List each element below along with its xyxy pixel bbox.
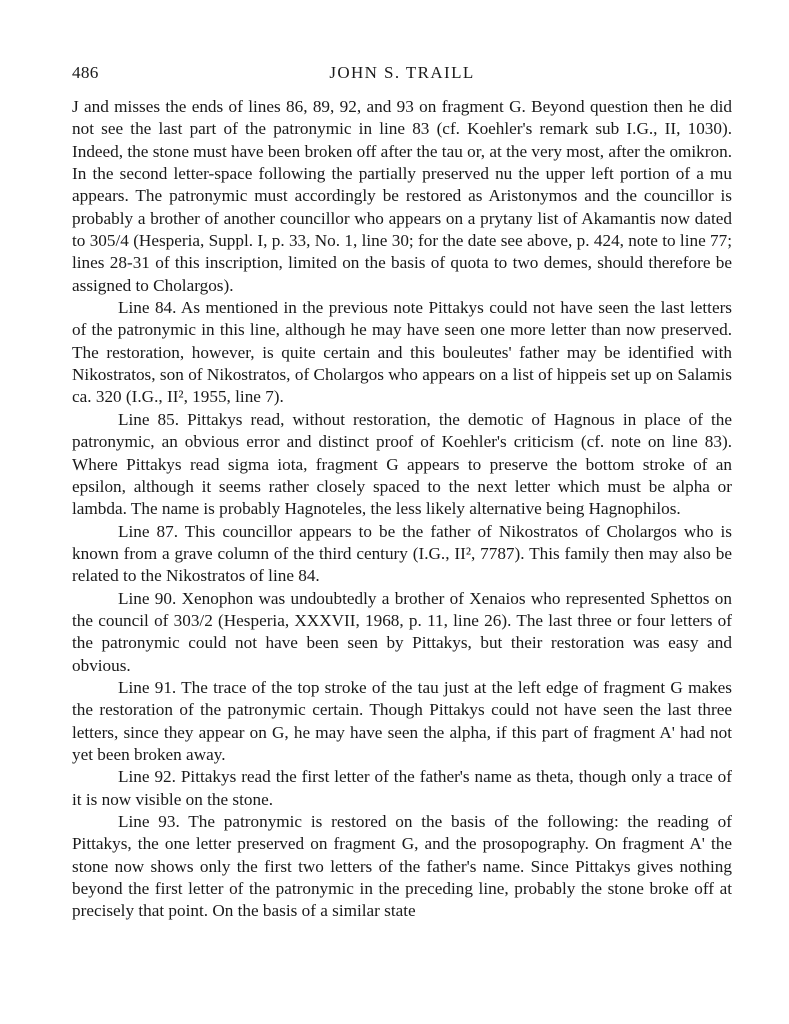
paragraph-line-92: Line 92. Pittakys read the first letter of the father's name as theta, though only a trace of it is now visible on the stone. <box>72 767 732 809</box>
paragraph-line-83-continued: J and misses the ends of lines 86, 89, 92, and 93 on fragment G. Beyond question then he did not see the last part of the patronymic in line 83 (cf. Koehler's remark sub I.G., II, 1030). Indeed, the stone must have been broken off after the tau or, at the very most, after the omikron. In the second letter-space following the partially preserved nu the upper left portion of a mu appears. The patronymic must accordingly be restored as Aristonymos and the councillor is probably a brother of another councillor who appears on a prytany list of Akamantis now dated to 305/4 (Hesperia, Suppl. I, p. 33, No. 1, line 30; for the date see above, p. 424, note to line 77; lines 28-31 of this inscription, limited on the basis of quota to two demes, should therefore be assigned to Cholargos). <box>72 97 732 295</box>
page-header <box>72 62 732 84</box>
body-text <box>72 96 732 923</box>
paragraph-line-85: Line 85. Pittakys read, without restoration, the demotic of Hagnous in place of the patronymic, an obvious error and distinct proof of Koehler's criticism (cf. note on line 83). Where Pittakys read sigma iota, fragment G appears to preserve the bottom stroke of an epsilon, although it seems rather closely spaced to the next letter which must be alpha or lambda. The name is probably Hagnoteles, the less likely alternative being Hagnophilos. <box>72 409 732 519</box>
page-number: 486 <box>72 63 99 82</box>
paragraph-line-90: Line 90. Xenophon was undoubtedly a brother of Xenaios who represented Sphettos on the council of 303/2 (Hesperia, XXXVII, 1968, p. 11, line 26). The last three or four letters of the patronymic could not have been seen by Pittakys, but their restoration was easy and obvious. <box>72 588 732 675</box>
paragraph-line-87: Line 87. This councillor appears to be the father of Nikostratos of Cholargos who is known from a grave column of the third century (I.G., II², 7787). This family then may also be related to the Nikostratos of line 84. <box>72 521 732 586</box>
paragraph-line-91: Line 91. The trace of the top stroke of the tau just at the left edge of fragment G makes the restoration of the patronymic certain. Though Pittakys could not have seen the last three letters, since they appear on G, he may have seen the alpha, if this part of fragment A' had not yet been broken away. <box>72 677 732 764</box>
running-head: JOHN S. TRAILL <box>329 63 475 82</box>
paragraph-line-84: Line 84. As mentioned in the previous note Pittakys could not have seen the last letters of the patronymic in this line, although he may have seen one more letter than now preserved. The restoration, however, is quite certain and this bouleutes' father may be identified with Nikostratos, son of Nikostratos, of Cholargos who appears on a list of hippeis set up on Salamis ca. 320 (I.G., II², 1955, line 7). <box>72 298 732 407</box>
paragraph-line-93: Line 93. The patronymic is restored on the basis of the following: the reading of Pittakys, the one letter preserved on fragment G, and the prosopography. On fragment A' the stone now shows only the first two letters of the father's name. Since Pittakys gives nothing beyond the first letter of the patronymic in the preceding line, probably the stone broke off at precisely that point. On the basis of a similar state <box>72 812 732 921</box>
